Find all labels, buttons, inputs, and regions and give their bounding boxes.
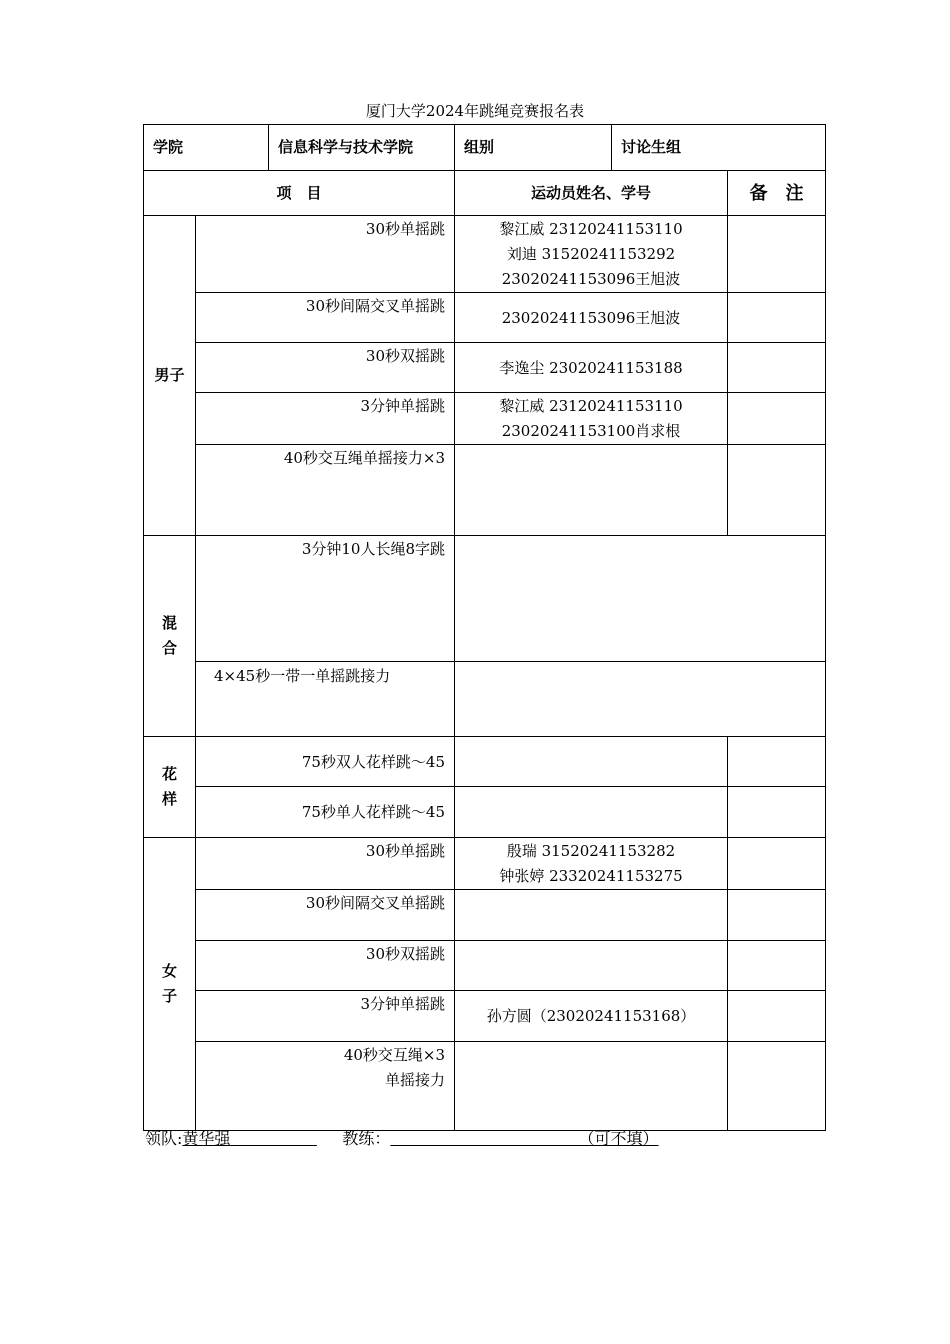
- remarks-cell: [728, 393, 826, 445]
- remarks-cell: [728, 838, 826, 890]
- event-name: 40秒交互绳单摇接力×3: [196, 445, 455, 536]
- athlete-names: [455, 536, 826, 662]
- leader-name-field[interactable]: [182, 1129, 316, 1148]
- event-name-line: 40秒交互绳×3: [343, 1046, 446, 1064]
- table-row: [144, 838, 826, 890]
- event-name: 3分钟单摇跳: [196, 991, 455, 1042]
- remarks-header: 备 注: [728, 171, 826, 216]
- event-name: 30秒双摇跳: [196, 941, 455, 991]
- remarks-cell: [728, 941, 826, 991]
- athlete-names: [455, 1042, 728, 1131]
- group-value: 讨论生组: [612, 125, 826, 171]
- athlete-entry: 23020241153096王旭波: [501, 308, 681, 327]
- event-name: 3分钟10人长绳8字跳: [196, 536, 455, 662]
- athlete-entry: 李逸尘 23020241153188: [499, 358, 683, 377]
- table-row: [144, 662, 826, 737]
- event-name: [196, 1042, 455, 1131]
- category-char: 混: [161, 614, 177, 632]
- event-name-line: 单摇接力: [385, 1071, 446, 1089]
- event-name: 75秒双人花样跳～45: [196, 737, 455, 787]
- remarks-cell: [728, 787, 826, 838]
- athlete-names: [455, 991, 728, 1042]
- athlete-entry: 23020241153100肖求根: [501, 422, 681, 440]
- athlete-names: [455, 293, 728, 343]
- table-row: [144, 343, 826, 393]
- athlete-entry: 钟张婷 23320241153275: [499, 867, 683, 885]
- table-row: [144, 216, 826, 293]
- athlete-names: [455, 216, 728, 293]
- table-row: [144, 737, 826, 787]
- remarks-cell: [728, 445, 826, 536]
- remarks-cell: [728, 1042, 826, 1131]
- leader-label: 领队:: [145, 1129, 183, 1148]
- athlete-names: [455, 393, 728, 445]
- athlete-names: [455, 787, 728, 838]
- item-header: 项 目: [144, 171, 455, 216]
- event-name: 30秒间隔交叉单摇跳: [196, 890, 455, 941]
- info-row: [144, 125, 826, 171]
- athlete-entry: 黎江威 23120241153110: [499, 220, 683, 238]
- group-label: 组别: [455, 125, 612, 171]
- athlete-entry: 殷瑞 31520241153282: [506, 842, 676, 860]
- category-char: 花: [161, 765, 177, 783]
- event-name: 4×45秒一带一单摇跳接力: [196, 662, 455, 737]
- athlete-entry: 孙方圆（23020241153168）: [486, 1007, 696, 1025]
- signature-line: [145, 1127, 659, 1151]
- table-row: [144, 293, 826, 343]
- athlete-entry: 23020241153096王旭波: [501, 270, 681, 288]
- athlete-names: [455, 445, 728, 536]
- college-label: 学院: [144, 125, 269, 171]
- table-row: [144, 393, 826, 445]
- table-row: [144, 445, 826, 536]
- remarks-cell: [728, 293, 826, 343]
- athlete-names: [455, 662, 826, 737]
- athlete-names: [455, 838, 728, 890]
- table-row: [144, 991, 826, 1042]
- registration-table: [143, 124, 826, 1131]
- form-title: 厦门大学2024年跳绳竞赛报名表: [365, 102, 585, 120]
- table-row: [144, 890, 826, 941]
- category-char: 样: [161, 790, 177, 808]
- fancy-category: [144, 737, 196, 838]
- college-value: 信息科学与技术学院: [269, 125, 455, 171]
- category-char: 合: [161, 639, 177, 657]
- event-name: 3分钟单摇跳: [196, 393, 455, 445]
- table-row: [144, 941, 826, 991]
- event-name: 30秒间隔交叉单摇跳: [196, 293, 455, 343]
- table-row: [144, 787, 826, 838]
- coach-name-field[interactable]: [390, 1129, 658, 1148]
- men-category: 男子: [144, 216, 196, 536]
- event-name: 30秒单摇跳: [196, 216, 455, 293]
- athlete-entry: 刘迪 31520241153292: [506, 245, 676, 263]
- category-char: 女: [161, 962, 177, 980]
- remarks-cell: [728, 343, 826, 393]
- athlete-names: [455, 941, 728, 991]
- mixed-category: [144, 536, 196, 737]
- coach-note: （可不填）: [578, 1129, 659, 1148]
- athlete-names: [455, 890, 728, 941]
- athlete-names: [455, 737, 728, 787]
- category-char: 子: [161, 987, 177, 1005]
- remarks-cell: [728, 890, 826, 941]
- event-name: 75秒单人花样跳～45: [196, 787, 455, 838]
- women-category: [144, 838, 196, 1131]
- table-row: [144, 1042, 826, 1131]
- athlete-names: [455, 343, 728, 393]
- remarks-cell: [728, 737, 826, 787]
- athlete-entry: 黎江威 23120241153110: [499, 397, 683, 415]
- athletes-header: 运动员姓名、学号: [455, 171, 728, 216]
- table-row: [144, 536, 826, 662]
- remarks-cell: [728, 216, 826, 293]
- event-name: 30秒双摇跳: [196, 343, 455, 393]
- remarks-cell: [728, 991, 826, 1042]
- coach-label: 教练：: [342, 1129, 391, 1148]
- event-name: 30秒单摇跳: [196, 838, 455, 890]
- column-header-row: [144, 171, 826, 216]
- leader-name: 黄华强: [182, 1129, 231, 1148]
